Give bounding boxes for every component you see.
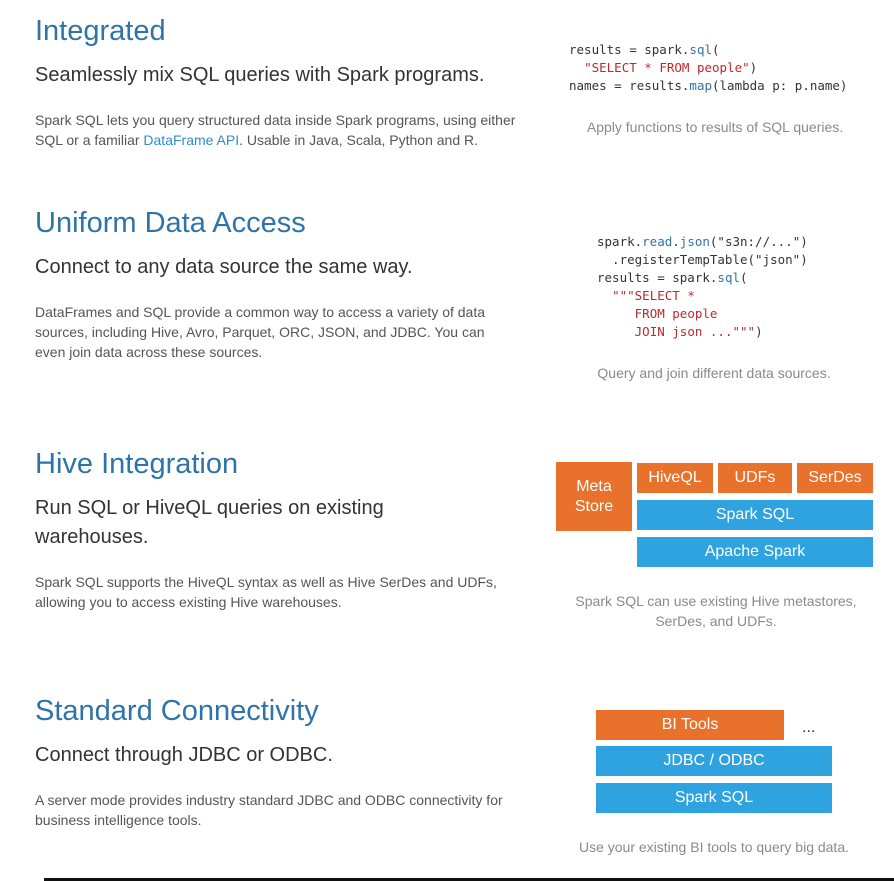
uniform-code-sample: spark.read.json("s3n://...") .registerTempTable("json") results = spark.sql( """SELECT * FROM people JOIN json ...""") [597,234,808,339]
meta-store-box: Meta Store [556,462,632,531]
spark-sql-box: Spark SQL [637,500,873,530]
connectivity-caption: Use your existing BI tools to query big data. [578,839,850,855]
connectivity-title: Standard Connectivity [35,695,319,727]
jdbc-odbc-box: JDBC / ODBC [596,746,832,776]
connectivity-diagram [594,708,854,818]
integrated-desc-text-end: . Usable in Java, Scala, Python and R. [239,132,479,148]
more-tools-ellipsis: ... [802,719,816,736]
integrated-caption: Apply functions to results of SQL queries. [586,119,844,135]
integrated-desc-text: Spark SQL lets you query structured data inside Spark programs, using either SQL or a familiar [35,112,516,148]
hive-title: Hive Integration [35,448,239,480]
apache-spark-box: Apache Spark [637,537,873,567]
hive-description: Spark SQL supports the HiveQL syntax as well as Hive SerDes and UDFs, allowing you to access existing Hive warehouses. [35,574,497,610]
hive-architecture-diagram [555,461,875,571]
integrated-code-sample: results = spark.sql( "SELECT * FROM people") names = results.map(lambda p: p.name) [569,42,848,93]
serdes-box: SerDes [797,463,873,493]
udfs-box: UDFs [718,463,792,493]
connectivity-description: A server mode provides industry standard JDBC and ODBC connectivity for business intelligence tools. [35,792,503,828]
hiveql-box: HiveQL [637,463,713,493]
bi-tools-box: BI Tools [596,710,784,740]
uniform-title: Uniform Data Access [35,207,306,239]
hive-caption: Spark SQL can use existing Hive metastores, SerDes, and UDFs. [575,593,857,629]
connectivity-lead: Connect through JDBC or ODBC. [35,744,333,766]
integrated-description [35,110,525,150]
spark-sql-connect-box: Spark SQL [596,783,832,813]
uniform-description: DataFrames and SQL provide a common way to access a variety of data sources, including Hive, Avro, Parquet, ORC, JSON, and JDBC. You can even join data across these sources. [35,304,486,360]
uniform-lead: Connect to any data source the same way. [35,256,413,278]
dataframe-api-link[interactable]: DataFrame API [143,132,240,148]
integrated-lead: Seamlessly mix SQL queries with Spark programs. [35,64,485,86]
integrated-title: Integrated [35,15,166,47]
uniform-caption: Query and join different data sources. [597,365,831,381]
hive-lead: Run SQL or HiveQL queries on existing warehouses. [35,497,384,548]
